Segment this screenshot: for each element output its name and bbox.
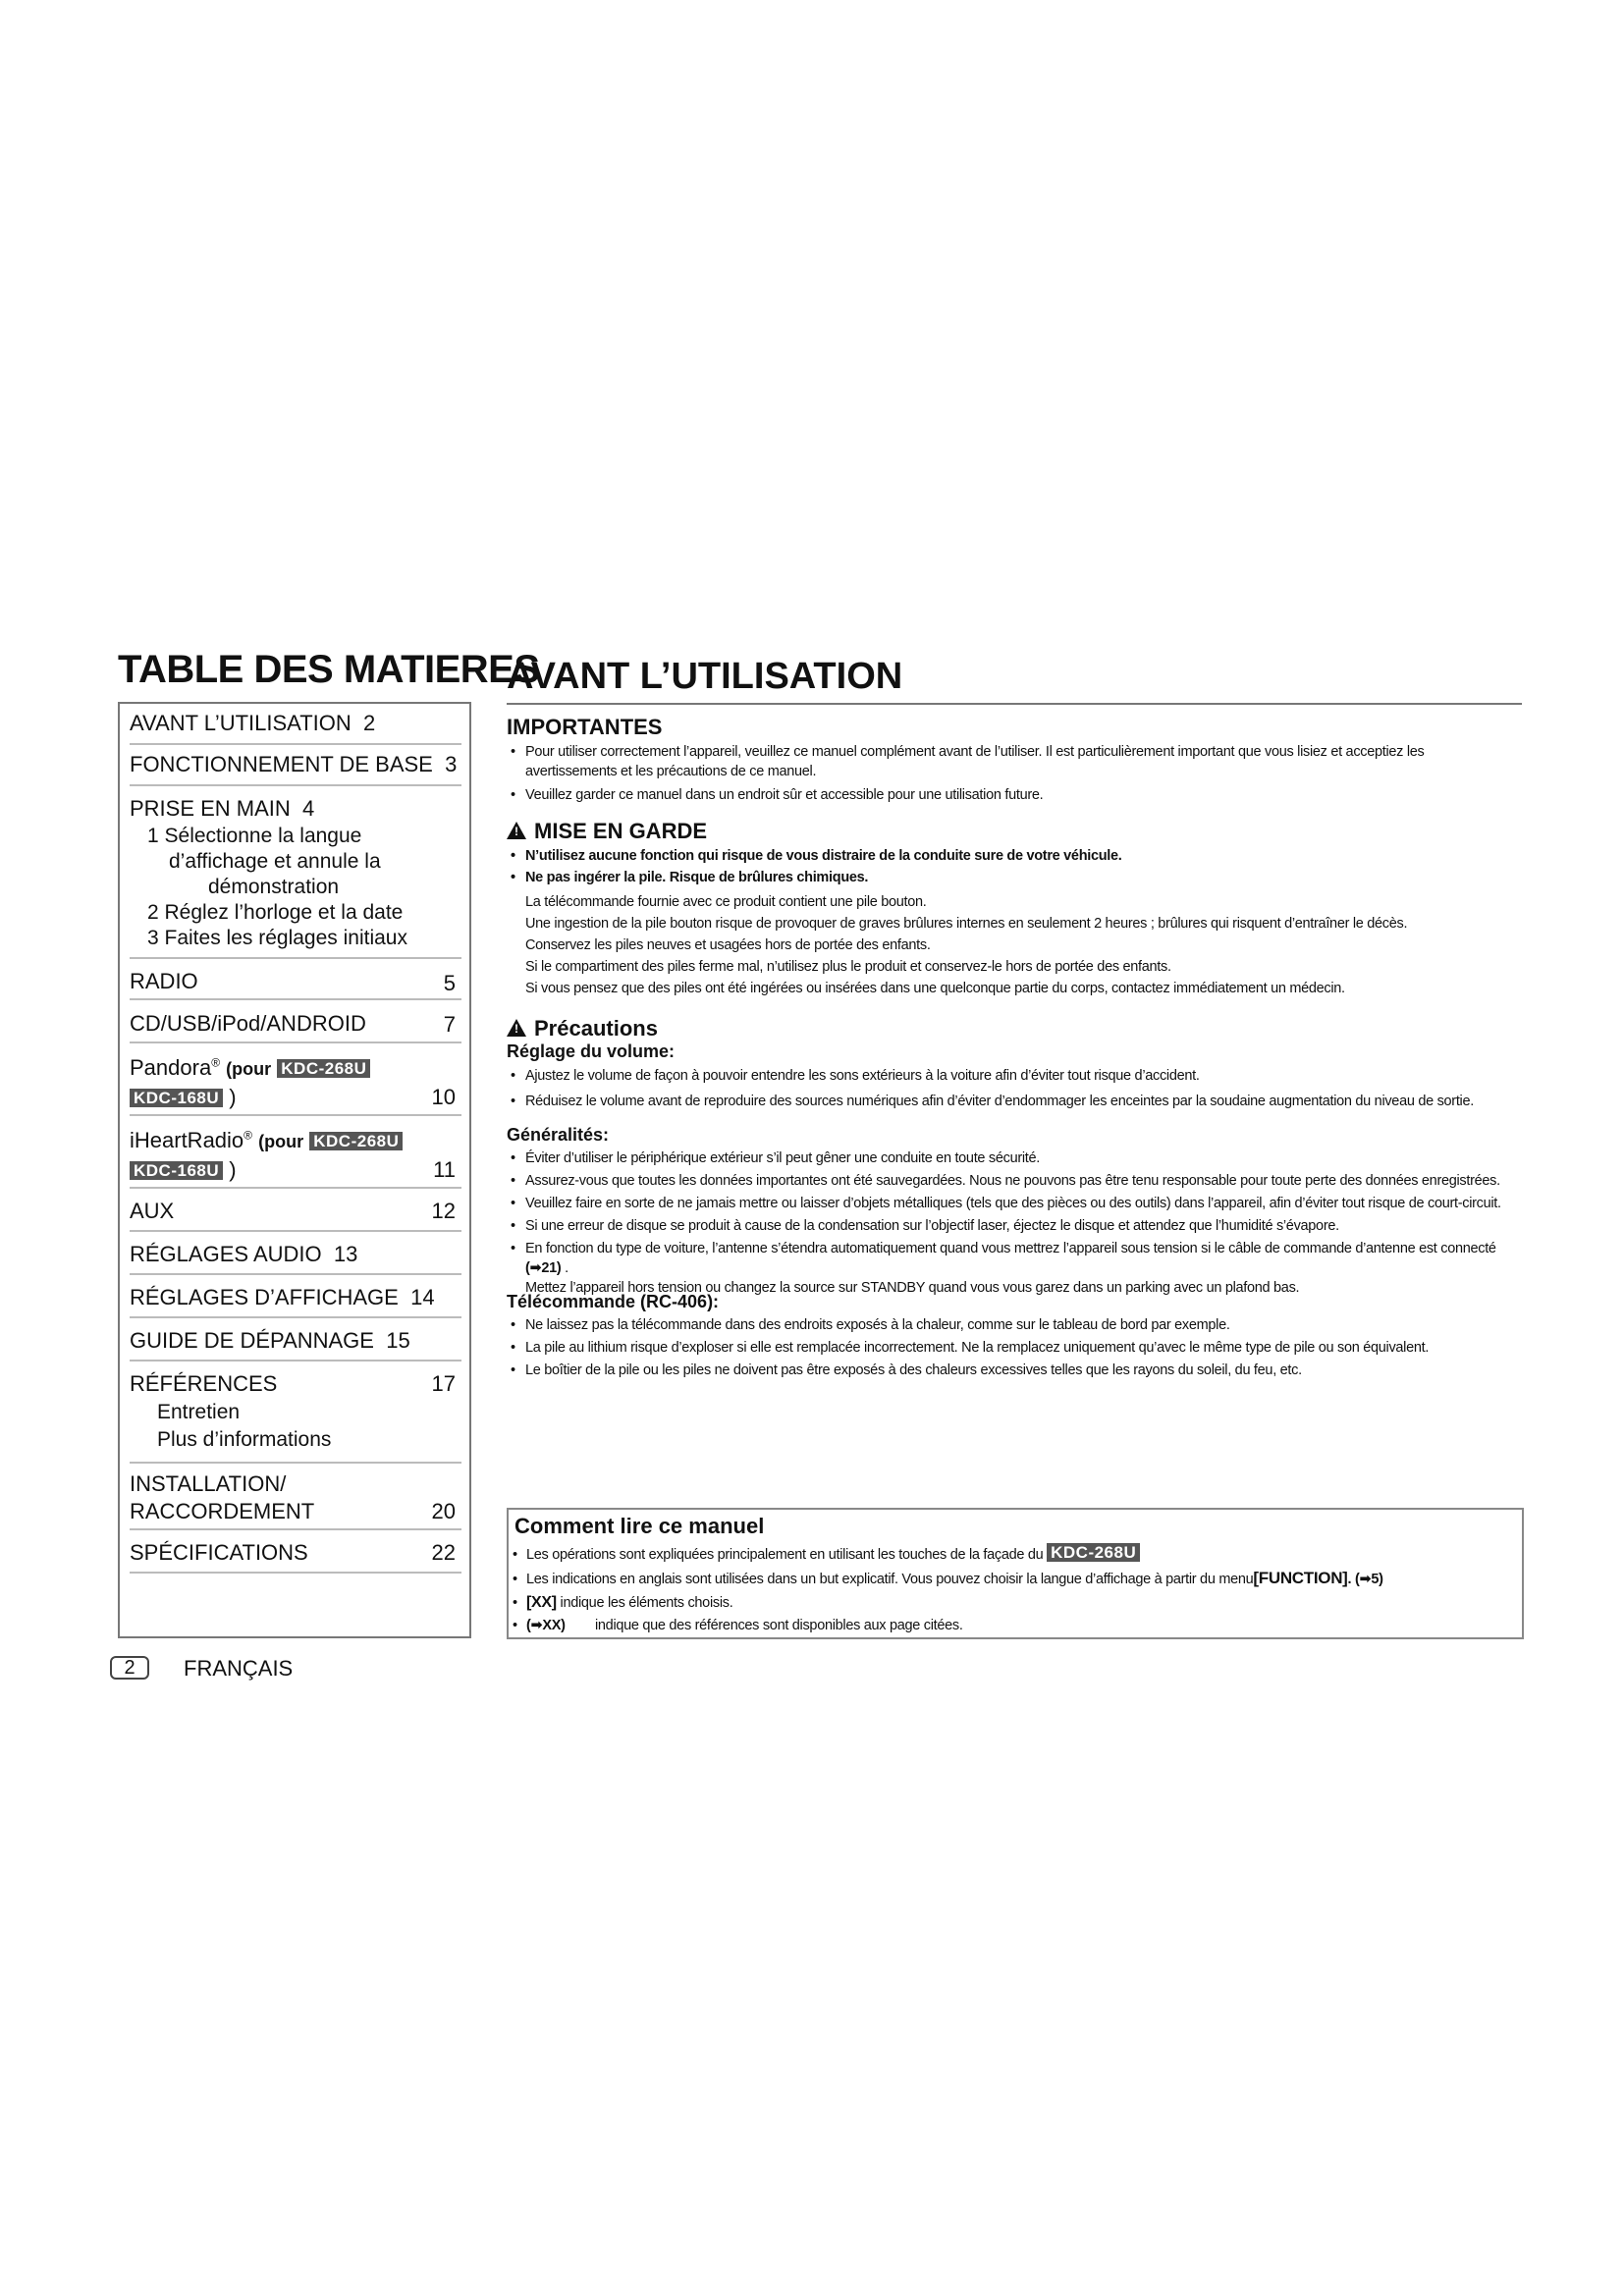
- mise-en-garde-item: • Ne pas ingérer la pile. Risque de brûlures chimiques.: [511, 870, 869, 885]
- toc-page: 10: [431, 1085, 456, 1109]
- warning-icon: [507, 1019, 526, 1037]
- toc-label-line2: RACCORDEMENT: [130, 1499, 315, 1523]
- toc-label: GUIDE DE DÉPANNAGE 15: [130, 1328, 410, 1353]
- toc-label: INSTALLATION/: [130, 1471, 287, 1496]
- general-item: • Si une erreur de disque se produit à cause de la condensation sur l’objectif laser, éjectez le disque et attendez que l’humidité s’évapore.: [511, 1218, 1339, 1234]
- mise-en-garde-item: • N’utilisez aucune fonction qui risque de vous distraire de la conduite sure de votre véhicule.: [511, 848, 1122, 864]
- toc-label: FONCTIONNEMENT DE BASE 3: [130, 752, 458, 776]
- battery-warning-text: La télécommande fournie avec ce produit contient une pile bouton. Une ingestion de la pile bouton risque de provoquer de graves brûlures internes en seulement 2 heures ; brûlures qui risquent d’entraîner le décès. Conservez les piles neuves et usagées hors de portée des enfants. Si le compartiment des piles ferme mal, n’utilisez plus le produit et conservez-le hors de portée des enfants. Si vous pensez que des piles ont été ingérées ou insérées dans une quelconque partie du corps, contactez immédiatement un médecin.: [525, 894, 1408, 996]
- toc-label: Pandora® (pour KDC-268U: [130, 1055, 370, 1081]
- toc-entry-cd-usb[interactable]: [130, 1002, 461, 1043]
- general-item: • Veuillez faire en sorte de ne jamais mettre ou laisser d’objets métalliques (tels que des pièces ou des outils) dans l’appareil, afin d’éviter tout risque de court-circuit.: [511, 1196, 1501, 1211]
- toc-label: RÉGLAGES D’AFFICHAGE 14: [130, 1285, 435, 1309]
- toc-page: 20: [431, 1499, 456, 1523]
- toc-subitem: 3 Faites les réglages initiaux: [147, 927, 407, 949]
- toc-label: iHeartRadio® (pour KDC-268U: [130, 1128, 403, 1153]
- toc-entry-prise-en-main[interactable]: [130, 788, 461, 959]
- toc-entry-references[interactable]: [130, 1363, 461, 1464]
- toc-entry-pandora[interactable]: [130, 1045, 461, 1116]
- toc-entry-radio[interactable]: [130, 961, 461, 1000]
- volume-heading: Réglage du volume:: [507, 1041, 676, 1061]
- toc-subitem: d’affichage et annule la: [169, 850, 381, 873]
- mise-en-garde-heading: !MISE EN GARDE: [507, 819, 707, 844]
- volume-item: • Ajustez le volume de façon à pouvoir entendre les sons extérieurs à la voiture afin d’éviter tout risque d’accident.: [511, 1068, 1200, 1084]
- howto-item: • Les indications en anglais sont utilisées dans un but explicatif. Vous pouvez choisir la langue d’affichage à partir du menu[FUNCTION]. (➡5): [513, 1569, 1383, 1587]
- toc-page: 5: [443, 971, 456, 995]
- toc-entry-avant[interactable]: [130, 706, 461, 745]
- toc-label: RÉGLAGES AUDIO 13: [130, 1242, 358, 1266]
- toc-entry-fonctionnement[interactable]: [130, 745, 461, 786]
- toc-title: TABLE DES MATIERES: [118, 648, 540, 691]
- toc-page: 7: [443, 1012, 456, 1037]
- toc-entry-reglages-audio[interactable]: [130, 1234, 461, 1275]
- general-item-antenna: • En fonction du type de voiture, l’antenne s’étendra automatiquement quand vous mettrez l’appareil sous tension si le câble de commande d’antenne est connecté (➡21) . Mettez l’appareil hors tension ou changez la source sur STANDBY quand vous vous garez dans un parking avec un plafond bas.: [511, 1241, 1496, 1296]
- model-tag: KDC-168U: [130, 1161, 223, 1180]
- toc-entry-depannage[interactable]: [130, 1320, 461, 1362]
- toc-label: AVANT L’UTILISATION 2: [130, 711, 376, 735]
- remote-item: • Le boîtier de la pile ou les piles ne doivent pas être exposés à des chaleurs excessives telles que les rayons du soleil, du feu, etc.: [511, 1362, 1302, 1378]
- model-tag: KDC-268U: [309, 1132, 403, 1150]
- toc-subitem: Plus d’informations: [157, 1428, 332, 1451]
- toc-subitems: [147, 824, 407, 951]
- general-item: • Assurez-vous que toutes les données importantes ont été sauvegardées. Nous ne pouvons pas être tenu responsable pour toute perte des données enregistrées.: [511, 1173, 1500, 1189]
- howto-heading: Comment lire ce manuel: [514, 1514, 765, 1538]
- warning-icon: [507, 822, 526, 839]
- model-tag: KDC-168U: [130, 1089, 223, 1107]
- toc-box: [118, 702, 471, 1638]
- toc-subitem: 1 Sélectionne la langue: [147, 825, 362, 847]
- toc-subitem: démonstration: [208, 876, 340, 898]
- toc-entry-installation[interactable]: [130, 1466, 461, 1530]
- toc-entry-aux[interactable]: [130, 1191, 461, 1232]
- general-heading: Généralités:: [507, 1125, 610, 1145]
- howto-item: • (➡XX) indique que des références sont disponibles aux page citées.: [513, 1618, 963, 1633]
- toc-label-line2: KDC-168U ): [130, 1157, 237, 1183]
- general-item: • Éviter d’utiliser le périphérique extérieur s’il peut gêner une conduite en toute sécurité.: [511, 1150, 1041, 1166]
- toc-entry-specifications[interactable]: [130, 1532, 461, 1574]
- toc-label: RÉFÉRENCES: [130, 1371, 278, 1396]
- model-tag: KDC-268U: [1047, 1543, 1140, 1562]
- toc-subitems: [157, 1399, 331, 1454]
- toc-subitem: 2 Réglez l’horloge et la date: [147, 901, 404, 924]
- model-tag: KDC-268U: [277, 1059, 370, 1078]
- remote-item: • La pile au lithium risque d’exploser si elle est remplacée incorrectement. Ne la remplacez uniquement qu’avec le même type de pile ou son équivalent.: [511, 1340, 1430, 1356]
- toc-subitem: Entretien: [157, 1401, 241, 1423]
- title-rule: [507, 703, 1522, 705]
- toc-label: PRISE EN MAIN 4: [130, 796, 315, 821]
- importantes-heading: IMPORTANTES: [507, 715, 663, 739]
- howto-box: [507, 1508, 1524, 1639]
- toc-label: CD/USB/iPod/ANDROID: [130, 1011, 366, 1036]
- remote-item: • Ne laissez pas la télécommande dans des endroits exposés à la chaleur, comme sur le tableau de bord par exemple.: [511, 1317, 1230, 1333]
- toc-page: 11: [433, 1157, 456, 1182]
- toc-page: 12: [431, 1199, 456, 1223]
- howto-item: • [XX] indique les éléments choisis.: [513, 1594, 733, 1611]
- toc-label: AUX: [130, 1199, 175, 1223]
- importantes-item: • Veuillez garder ce manuel dans un endroit sûr et accessible pour une utilisation future.: [511, 787, 1044, 803]
- remote-heading: Télécommande (RC-406):: [507, 1292, 720, 1311]
- toc-label: SPÉCIFICATIONS: [130, 1540, 308, 1565]
- toc-entry-reglages-affichage[interactable]: [130, 1277, 461, 1318]
- footer-language: FRANÇAIS: [184, 1656, 294, 1681]
- section-title: AVANT L’UTILISATION: [507, 656, 903, 697]
- toc-label: RADIO: [130, 969, 198, 993]
- toc-page: 17: [431, 1371, 456, 1396]
- page-number: 2: [110, 1656, 149, 1680]
- precautions-heading: !Précautions: [507, 1016, 658, 1041]
- toc-label-line2: KDC-168U ): [130, 1085, 237, 1110]
- howto-list: [513, 1543, 1514, 1637]
- toc-entry-iheartradio[interactable]: [130, 1118, 461, 1189]
- howto-item: • Les opérations sont expliquées principalement en utilisant les touches de la façade du KDC-268U: [513, 1543, 1514, 1567]
- toc-page: 22: [431, 1540, 456, 1565]
- importantes-item: • Pour utiliser correctement l’appareil, veuillez ce manuel complément avant de l’utiliser. Il est particulièrement important que vous lisiez et acceptiez les avertissements et les précautions de ce manuel.: [511, 744, 1425, 779]
- volume-item: • Réduisez le volume avant de reproduire des sources numériques afin d’éviter d’endommager les enceintes par la soudaine augmentation du niveau de sortie.: [511, 1094, 1474, 1109]
